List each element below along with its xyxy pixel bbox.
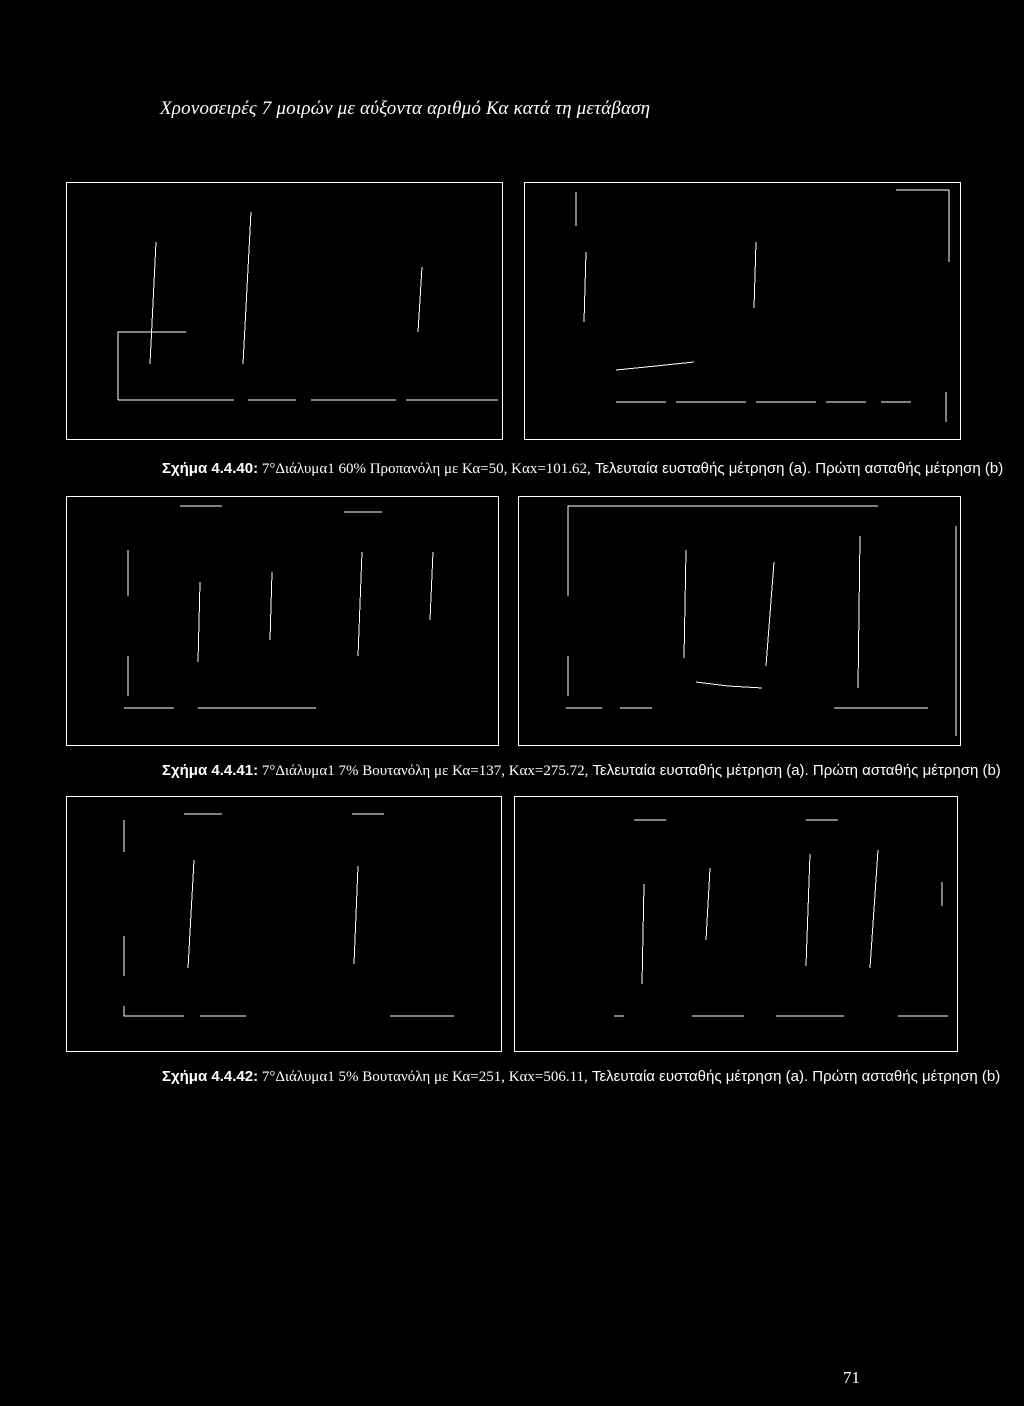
figure-description: 7°Διάλυμα1 7% Βουτανόλη με Κα=137, Kαx=275.72, <box>258 763 589 779</box>
timeseries-plot-a <box>66 496 499 746</box>
figure-description-tail: Τελευταία ευσταθής μέτρηση (a). Πρώτη ασταθής μέτρηση (b) <box>590 460 1004 477</box>
figure-4-4-40-panel-b <box>516 182 961 440</box>
figure-description: 7°Διάλυμα1 5% Βουτανόλη με Κα=251, Kαx=506.11, <box>258 1069 588 1085</box>
figure-4-4-41-caption <box>162 762 1001 780</box>
page-number: 71 <box>843 1368 860 1387</box>
figure-description: 7°Διάλυμα1 60% Προπανόλη με Κα=50, Kαx=101.62, <box>258 461 591 477</box>
page-heading: Χρονοσειρές 7 μοιρών με αύξοντα αριθμό Κα κατά τη μετάβαση <box>160 98 651 119</box>
figure-4-4-40-panel-a <box>66 182 503 440</box>
figure-description-tail: Τελευταία ευσταθής μέτρηση (a). Πρώτη ασταθής μέτρηση (b) <box>587 1068 1001 1085</box>
figure-description-tail: Τελευταία ευσταθής μέτρηση (a). Πρώτη ασταθής μέτρηση (b) <box>588 762 1001 779</box>
timeseries-plot-b <box>516 182 961 440</box>
figure-4-4-41-panel-a <box>66 496 499 746</box>
figure-4-4-41-panel-b <box>518 496 961 746</box>
figure-4-4-40-caption <box>162 460 1003 478</box>
timeseries-plot-a <box>66 182 503 440</box>
figure-4-4-42-panel-a <box>66 796 502 1052</box>
timeseries-plot-b <box>514 796 958 1052</box>
figure-label: Σχήμα 4.4.40: <box>162 460 259 477</box>
timeseries-plot-a <box>66 796 502 1052</box>
figure-4-4-42-panel-b <box>514 796 958 1052</box>
timeseries-plot-b <box>518 496 961 746</box>
figure-4-4-42-caption <box>162 1068 1000 1086</box>
figure-label: Σχήμα 4.4.41: <box>162 762 259 779</box>
figure-label: Σχήμα 4.4.42: <box>162 1068 259 1085</box>
